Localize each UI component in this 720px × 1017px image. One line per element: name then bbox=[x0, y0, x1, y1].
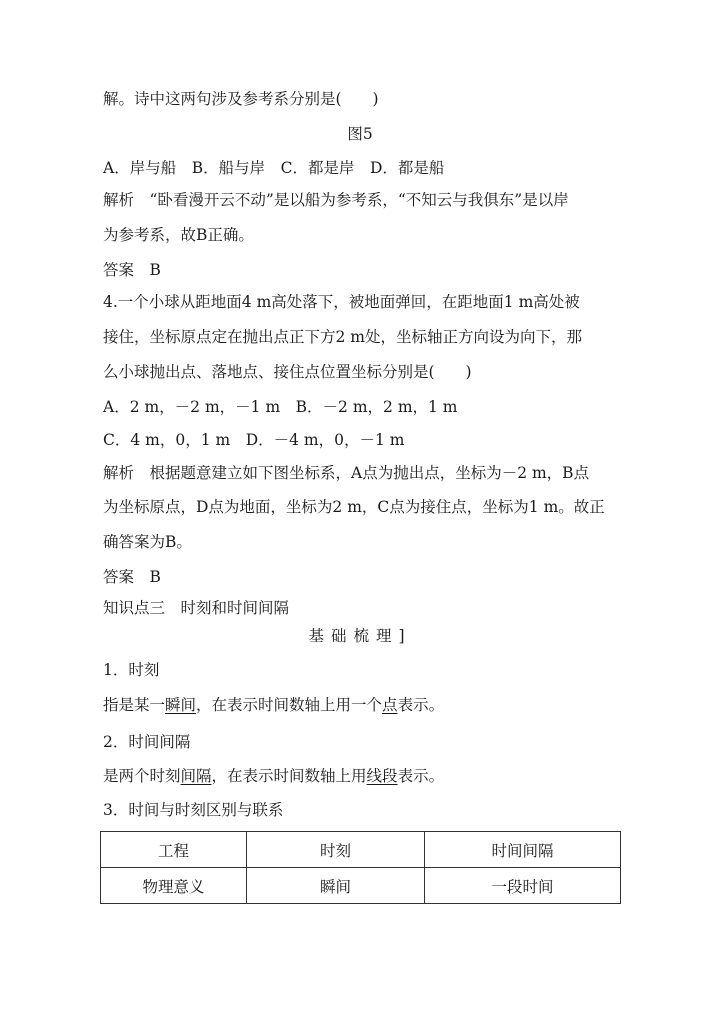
answer-3: 答案 B bbox=[103, 261, 161, 279]
definition-moment bbox=[103, 694, 623, 716]
heading-comparison: 3．时间与时刻区别与联系 bbox=[103, 801, 284, 819]
blank-answer: 线段 bbox=[366, 767, 398, 785]
question-4-line-2: 接住，坐标原点定在抛出点正下方2 m处，坐标轴正方向设为向下，那 bbox=[103, 328, 582, 346]
knowledge-point-3-title: 知识点三 时刻和时间间隔 bbox=[103, 599, 290, 617]
question-3-tail: 解。诗中这两句涉及参考系分别是( ) bbox=[103, 90, 379, 108]
analysis-4-line-3: 确答案为B。 bbox=[103, 533, 192, 551]
question-4-options-1: A．2 m，－2 m，－1 m B．－2 m，2 m，1 m bbox=[103, 398, 458, 416]
table-cell: 时间间隔 bbox=[425, 832, 621, 868]
table-cell: 工程 bbox=[101, 832, 247, 868]
table-cell: 时刻 bbox=[247, 832, 425, 868]
answer-4: 答案 B bbox=[103, 568, 161, 586]
table-cell: 一段时间 bbox=[425, 868, 621, 904]
question-3-options: A．岸与船 B．船与岸 C．都是岸 D．都是船 bbox=[103, 159, 445, 177]
table-cell: 瞬间 bbox=[247, 868, 425, 904]
comparison-table bbox=[100, 831, 621, 904]
text-span: 表示。 bbox=[397, 767, 445, 785]
heading-moment: 1．时刻 bbox=[103, 661, 160, 679]
text-span: ，在表示时间数轴上用 bbox=[211, 767, 367, 785]
definition-time-interval bbox=[103, 765, 623, 787]
heading-time-interval: 2．时间间隔 bbox=[103, 733, 191, 751]
analysis-3-line-2: 为参考系，故B正确。 bbox=[103, 226, 254, 244]
blank-answer: 瞬间 bbox=[165, 696, 197, 714]
text-span: 指是某一 bbox=[103, 696, 166, 714]
text-span: ，在表示时间数轴上用一个 bbox=[196, 696, 383, 714]
text-span: 是两个时刻 bbox=[103, 767, 181, 785]
table-header-row bbox=[101, 832, 621, 868]
table-row bbox=[101, 868, 621, 904]
blank-answer: 点 bbox=[382, 696, 398, 714]
figure-caption: 图5 bbox=[347, 125, 373, 143]
blank-answer: 间隔 bbox=[180, 767, 212, 785]
table-cell: 物理意义 bbox=[101, 868, 247, 904]
question-4-line-1: 4.一个小球从距地面4 m高处落下，被地面弹回，在距地面1 m高处被 bbox=[103, 293, 580, 311]
text-span: 表示。 bbox=[397, 696, 445, 714]
question-4-line-3: 么小球抛出点、落地点、接住点位置坐标分别是( ) bbox=[103, 363, 472, 381]
analysis-4-line-1: 解析 根据题意建立如下图坐标系，A点为抛出点，坐标为－2 m，B点 bbox=[103, 464, 590, 482]
analysis-3-line-1: 解析 “卧看漫开云不动”是以船为参考系，“不知云与我俱东”是以岸 bbox=[103, 191, 569, 209]
analysis-4-line-2: 为坐标原点，D点为地面，坐标为2 m，C点为接住点，坐标为1 m。故正 bbox=[103, 498, 605, 516]
basics-heading: 基础梳理] bbox=[308, 627, 412, 645]
question-4-options-2: C．4 m，0，1 m D．－4 m，0，－1 m bbox=[103, 431, 405, 449]
